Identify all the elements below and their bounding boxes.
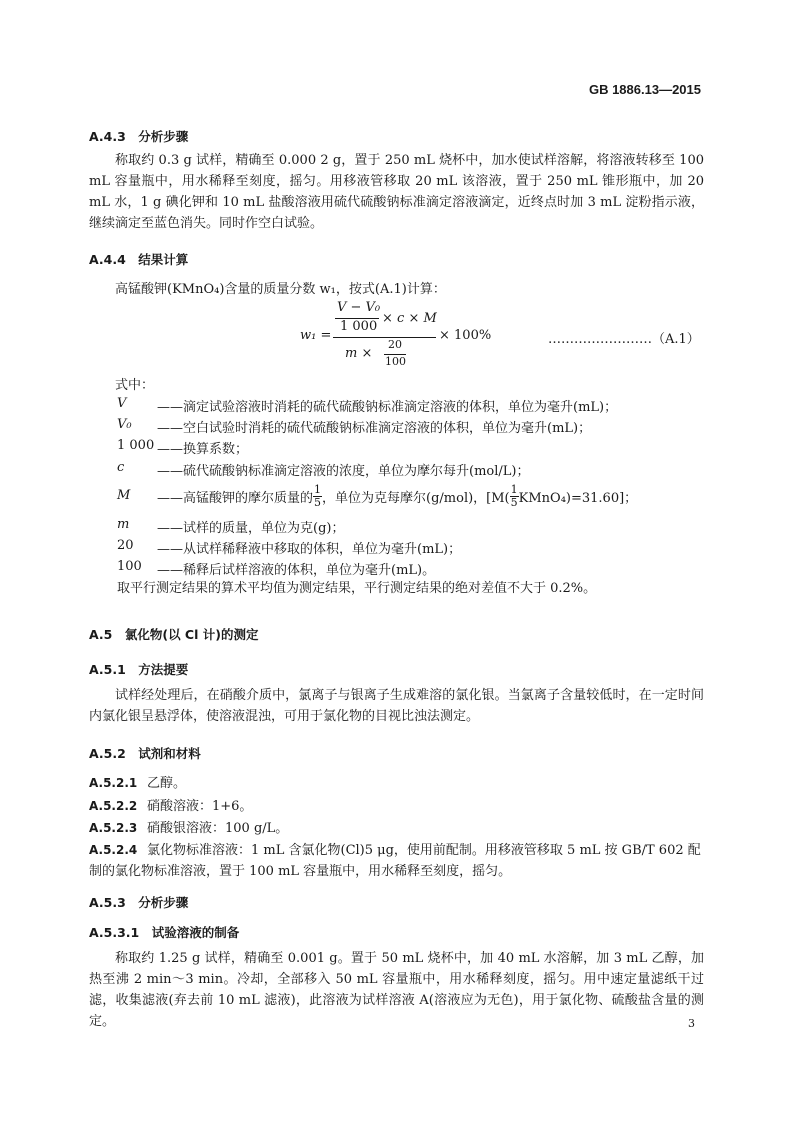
paragraph-a43: 称取约 0.3 g 试样，精确至 0.000 2 g，置于 250 mL 烧杯中，加水使试样溶解，将溶液转移至 100 mL 容量瓶中，用水稀释至刻度，摇匀。用移液管移取 20 mL 该溶液，置于 250 mL 锥形瓶中，加 20 mL 水，1 g 碘化钾和 10 mL 盐酸溶液用硫代硫酸钠标准滴定溶液滴定，近终点时加 3 mL 淀粉指示液，继续滴定至蓝色消失。同时作空白试验。 [89,153,704,231]
definition-100: ——稀释后试样溶液的体积，单位为毫升(mL)。 [157,563,436,578]
def-m-mid: ，单位为克每摩尔(g/mol)，[M( [322,490,510,506]
section-heading-a5: A.5 氯化物(以 Cl 计)的测定 [89,627,259,642]
reagent-item-4-cont: 制的氯化物标准溶液，置于 100 mL 容量瓶中，用水稀释至刻度，摇匀。 [89,864,512,879]
reagent-no-2: A.5.2.2 [89,799,138,813]
frac2-bottom: 5 [510,495,518,509]
definition-c: ——硫代硫酸钠标准滴定溶液的浓度，单位为摩尔每升(mol/L)； [157,464,530,479]
definition-v: ——滴定试验溶液时消耗的硫代硫酸钠标准滴定溶液的体积，单位为毫升(mL)； [157,400,618,415]
fraction-one-fifth [313,484,322,509]
symbol-m-molar: M [117,488,131,503]
formula-den-top: 20 [388,338,402,351]
formula-num-tail: × c × M [382,311,437,326]
section-heading-a51: A.5.1 方法提要 [89,662,189,677]
section-heading-a43: A.4.3 分析步骤 [89,129,189,144]
reagent-text-1: 乙醇。 [147,776,187,791]
reagent-item-1 [89,772,186,791]
paragraph-a531: 称取约 1.25 g 试样，精确至 0.001 g。置于 50 mL 烧杯中，加 40 mL 水溶解，加 3 mL 乙醇，加热至沸 2 min～3 min。冷却，全部移入 50 mL 容量瓶中，用水稀释刻度，摇匀。用中速定量滤纸干过滤，收集滤液(弃去前 10 mL 滤液)，此溶液为试样溶液 A(溶液应为无色)，用于氯化物、硫酸盐含量的测定。 [89,951,704,1029]
standard-number: GB 1886.13—2015 [588,82,701,97]
symbol-100: 100 [117,559,142,574]
formula-lhs: w₁ = [300,328,332,343]
definition-m-molar [157,479,637,513]
def-m-pre: ——高锰酸钾的摩尔质量的 [157,490,314,506]
reagent-text-2: 硝酸溶液：1+6。 [147,799,253,814]
def-m-post: KMnO₄)=31.60]； [518,490,638,506]
definition-m-mass: ——试样的质量，单位为克(g)； [157,521,345,536]
section-heading-a52: A.5.2 试剂和材料 [89,746,201,761]
frac2-top: 1 [510,482,518,496]
where-label: 式中： [115,378,155,393]
symbol-20: 20 [117,538,134,553]
reagent-no-4: A.5.2.4 [89,843,138,857]
reagent-item-4 [89,839,701,858]
symbol-v: V [117,396,127,411]
frac-top: 1 [314,482,322,496]
reagent-text-3: 硝酸银溶液：100 g/L。 [147,821,289,836]
reagent-no-1: A.5.2.1 [89,776,138,790]
reagent-item-3 [89,817,288,836]
conclusion-a44: 取平行测定结果的算术平均值为测定结果，平行测定结果的绝对差值不大于 0.2%。 [117,581,597,596]
formula-intro: 高锰酸钾(KMnO₄)含量的质量分数 w₁，按式(A.1)计算： [115,282,446,297]
formula-label: ……………………（A.1） [548,332,700,347]
section-heading-a44: A.4.4 结果计算 [89,252,189,267]
formula-tail: × 100% [439,328,492,343]
formula-den-head: m × [345,346,373,361]
paragraph-a51: 试样经处理后，在硝酸介质中，氯离子与银离子生成难溶的氯化银。当氯离子含量较低时，在一定时间内氯化银呈悬浮体，使溶液混浊，可用于氯化物的目视比浊法测定。 [89,688,704,724]
frac-bottom: 5 [314,495,322,509]
reagent-no-3: A.5.2.3 [89,821,138,835]
formula-den-bottom: 100 [385,355,406,368]
page-number: 3 [688,1017,695,1030]
fraction-one-fifth-2 [510,484,519,509]
formula-num-top: V − V₀ [337,300,381,315]
definition-v0: ——空白试验时消耗的硫代硫酸钠标准滴定溶液的体积，单位为毫升(mL)； [157,421,592,436]
formula-num-bottom: 1 000 [340,319,378,334]
symbol-1000: 1 000 [117,438,155,453]
definition-1000: ——换算系数； [157,442,249,457]
symbol-c: c [117,460,125,475]
symbol-v0: V₀ [117,417,132,432]
symbol-m-mass: m [117,517,130,532]
reagent-item-2 [89,795,252,814]
formula-main-bar [333,337,436,338]
section-heading-a531: A.5.3.1 试验溶液的制备 [89,925,240,940]
section-heading-a53: A.5.3 分析步骤 [89,895,189,910]
reagent-text-4: 氯化物标准溶液：1 mL 含氯化物(Cl)5 μg，使用前配制。用移液管移取 5 mL 按 GB/T 602 配 [147,843,701,858]
definition-20: ——从试样稀释液中移取的体积，单位为毫升(mL)； [157,542,462,557]
